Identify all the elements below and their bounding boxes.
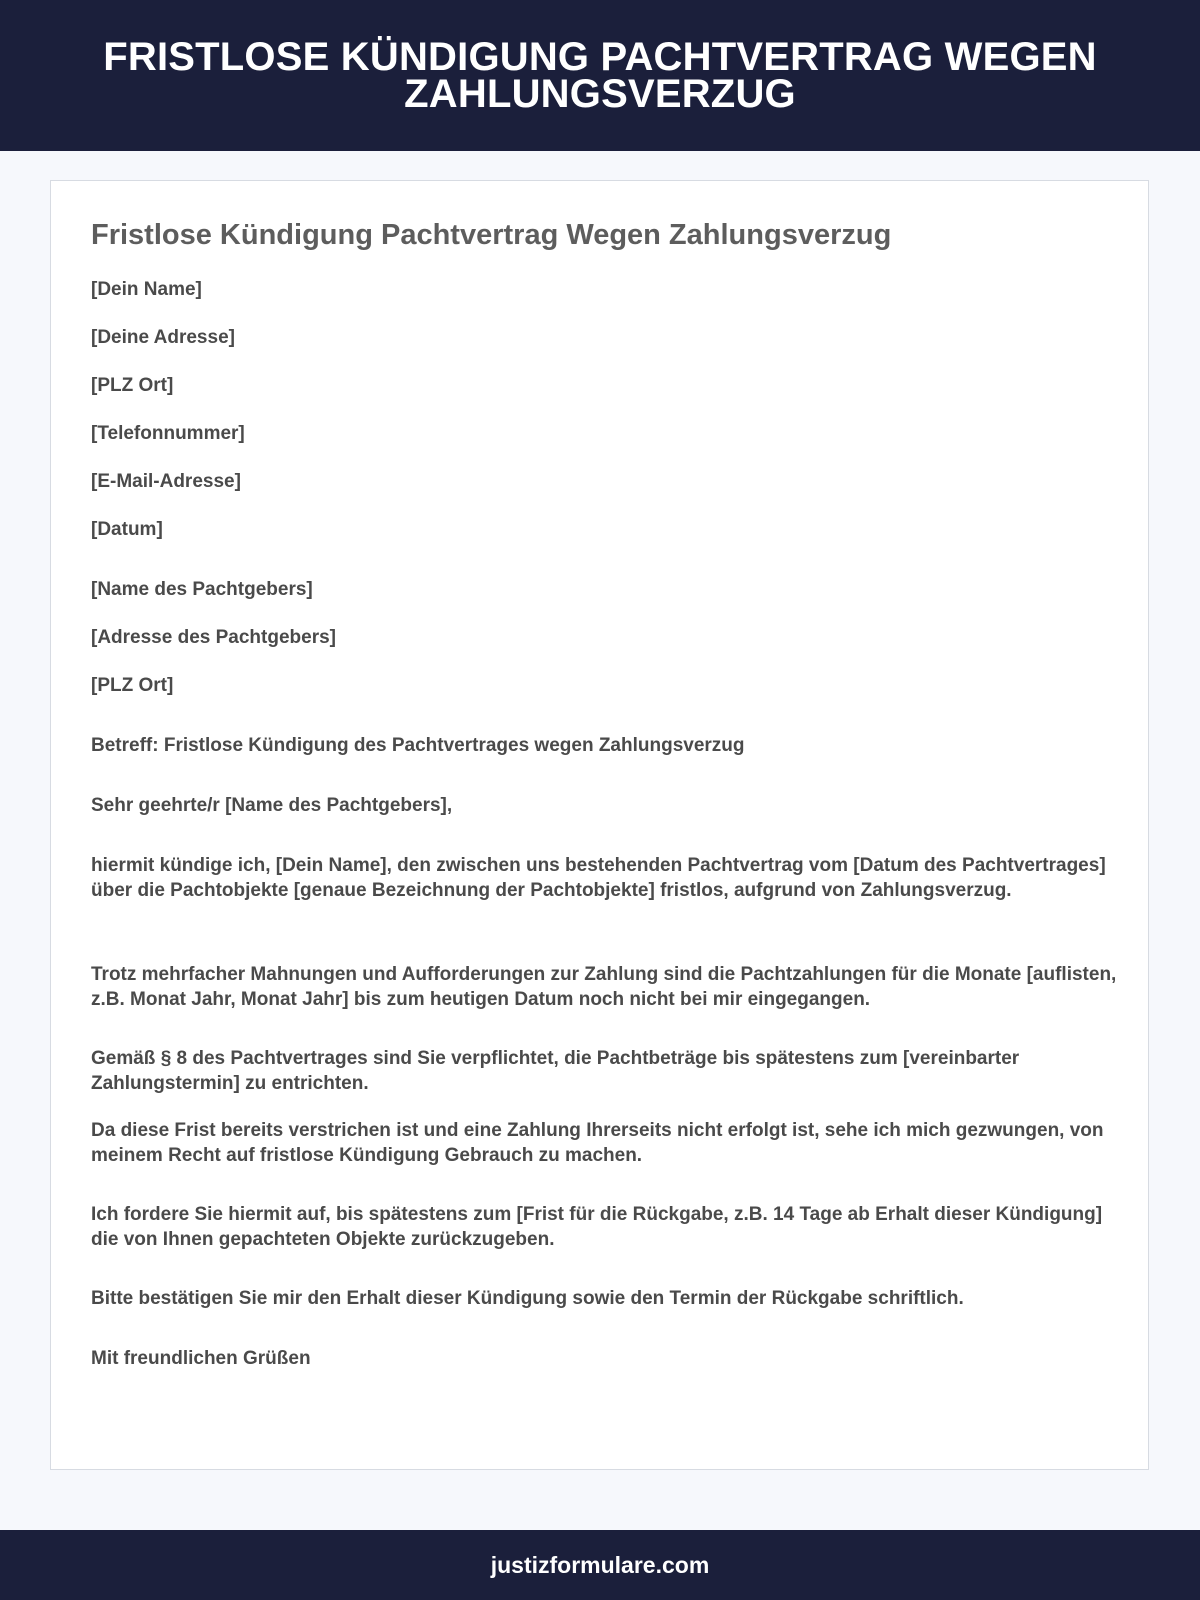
site-header bbox=[0, 0, 1200, 151]
body-paragraph: Gemäß § 8 des Pachtvertrages sind Sie verpflichtet, die Pachtbeträge bis spätestens zum [vereinbarter Zahlungstermin] zu entrichten. bbox=[91, 1048, 1020, 1094]
recipient-name: [Name des Pachtgebers] bbox=[91, 579, 313, 600]
sender-email: [E-Mail-Adresse] bbox=[91, 471, 241, 492]
document-card bbox=[50, 180, 1149, 1470]
closing: Mit freundlichen Grüßen bbox=[91, 1348, 311, 1369]
body-paragraph: Bitte bestätigen Sie mir den Erhalt dieser Kündigung sowie den Termin der Rückgabe schriftlich. bbox=[91, 1288, 964, 1309]
body-paragraph: Da diese Frist bereits verstrichen ist und eine Zahlung Ihrerseits nicht erfolgt ist, sehe ich mich gezwungen, von meinem Recht auf fristlose Kündigung Gebrauch zu machen. bbox=[91, 1120, 1104, 1166]
page-title: FRISTLOSE KÜNDIGUNG PACHTVERTRAG WEGEN ZAHLUNGSVERZUG bbox=[103, 34, 1097, 116]
salutation: Sehr geehrte/r [Name des Pachtgebers], bbox=[91, 795, 453, 816]
subject-line: Betreff: Fristlose Kündigung des Pachtvertrages wegen Zahlungsverzug bbox=[91, 735, 745, 756]
document-title: Fristlose Kündigung Pachtvertrag Wegen Zahlungsverzug bbox=[91, 219, 892, 251]
sender-address: [Deine Adresse] bbox=[91, 327, 235, 348]
recipient-address: [Adresse des Pachtgebers] bbox=[91, 627, 336, 648]
sender-city: [PLZ Ort] bbox=[91, 375, 174, 396]
body-paragraph: hiermit kündige ich, [Dein Name], den zwischen uns bestehenden Pachtvertrag vom [Datum des Pachtvertrages] über die Pachtobjekte [genaue Bezeichnung der Pachtobjekte] fristlos, aufgrund von Zahlungsverzug. bbox=[91, 855, 1106, 901]
recipient-city: [PLZ Ort] bbox=[91, 675, 174, 696]
footer-site-link[interactable]: justizformulare.com bbox=[490, 1551, 710, 1578]
body-paragraph: Trotz mehrfacher Mahnungen und Aufforderungen zur Zahlung sind die Pachtzahlungen für die Monate [auflisten, z.B. Monat Jahr, Monat Jahr] bis zum heutigen Datum noch nicht bei mir eingegangen. bbox=[91, 964, 1117, 1010]
body-paragraph: Ich fordere Sie hiermit auf, bis spätestens zum [Frist für die Rückgabe, z.B. 14 Tage ab Erhalt dieser Kündigung] die von Ihnen gepachteten Objekte zurückzugeben. bbox=[91, 1204, 1103, 1250]
letter-date: [Datum] bbox=[91, 519, 163, 540]
site-footer bbox=[0, 1530, 1200, 1600]
sender-name: [Dein Name] bbox=[91, 279, 202, 300]
sender-phone: [Telefonnummer] bbox=[91, 423, 245, 444]
